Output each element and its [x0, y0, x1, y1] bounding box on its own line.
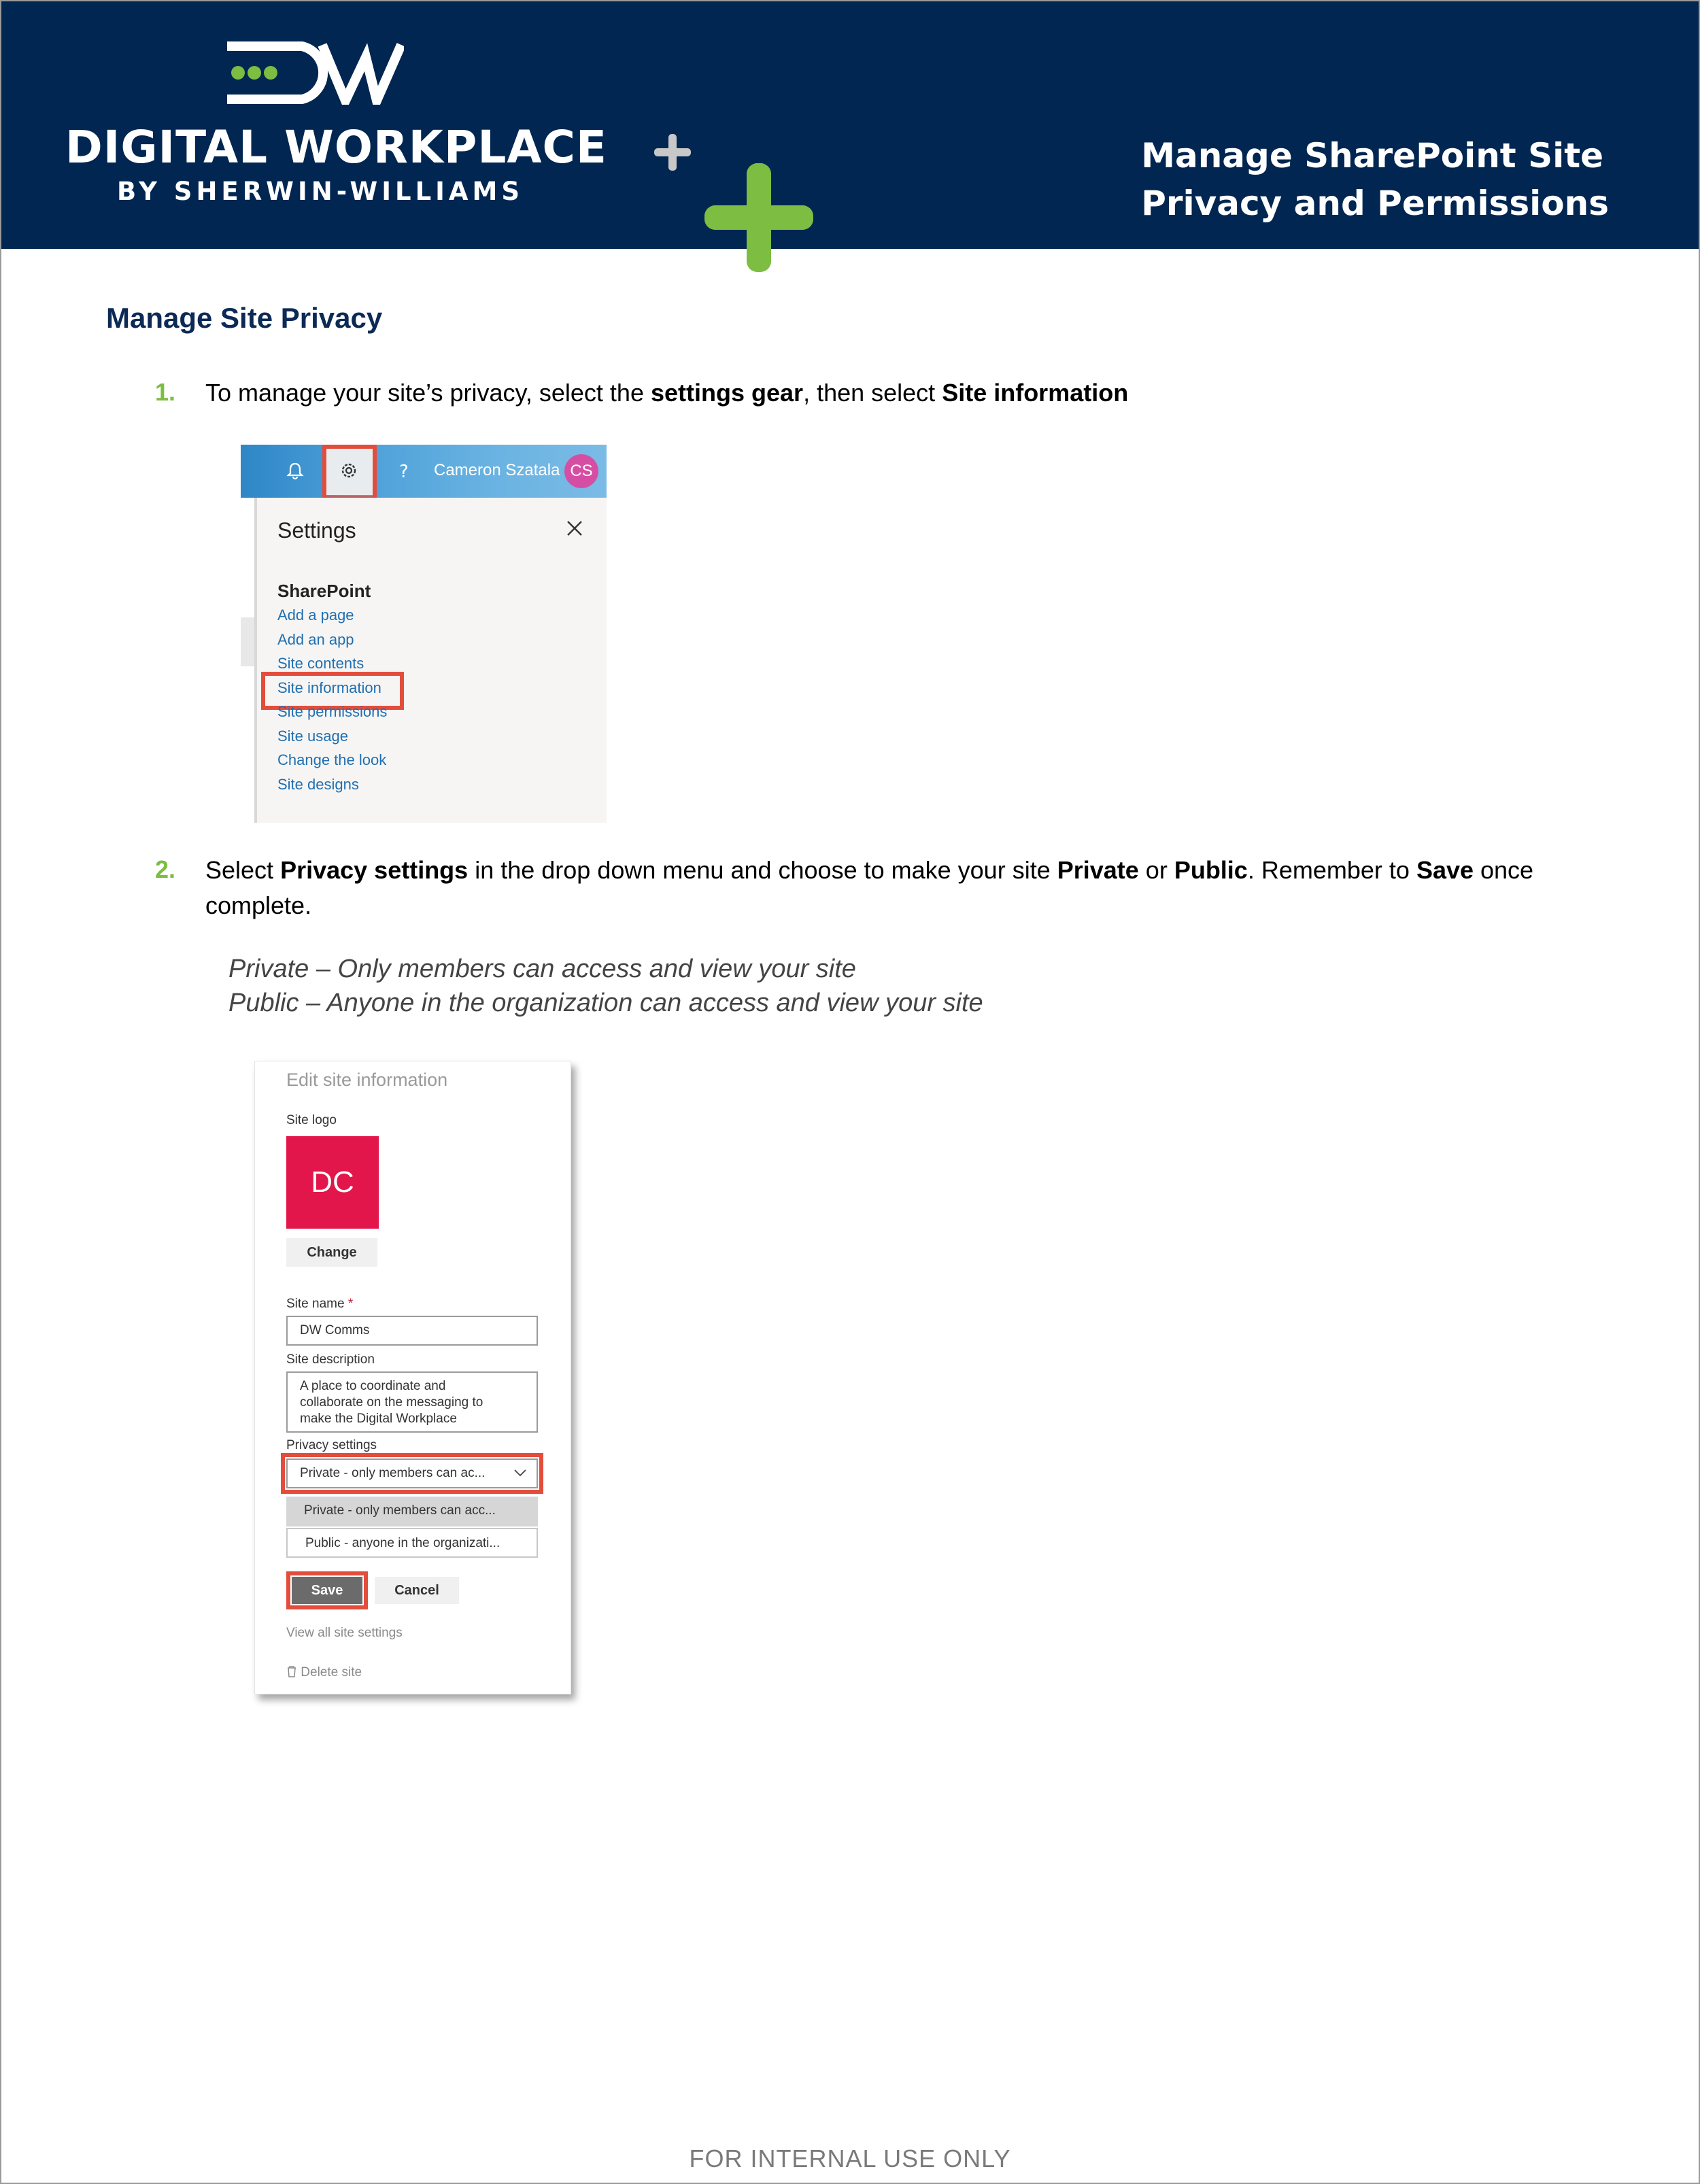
step-1-text: [205, 375, 1128, 411]
section-heading: Manage Site Privacy: [106, 302, 383, 334]
bell-icon[interactable]: [283, 458, 307, 483]
step-2-bold-a: Privacy settings: [280, 856, 469, 884]
link-add-a-page[interactable]: Add a page: [277, 607, 354, 624]
required-mark: *: [347, 1297, 354, 1311]
link-add-an-app[interactable]: Add an app: [277, 631, 354, 648]
privacy-selected-value: Private - only members can ac...: [300, 1466, 486, 1480]
save-button[interactable]: Save: [292, 1577, 362, 1604]
sharepoint-top-bar: [241, 445, 607, 498]
step-2-bold-d: Save: [1416, 856, 1474, 884]
link-site-usage[interactable]: Site usage: [277, 728, 348, 745]
link-site-contents[interactable]: Site contents: [277, 655, 364, 672]
description-line1: A place to coordinate and: [300, 1379, 446, 1393]
description-line3: make the Digital Workplace: [300, 1412, 457, 1426]
header-banner: [1, 1, 1699, 249]
step-2-line2: complete.: [205, 891, 312, 919]
step-2-bold-c: Public: [1174, 856, 1248, 884]
step-1-bold-b: Site information: [942, 379, 1129, 407]
help-icon[interactable]: [392, 458, 416, 483]
site-name-label: [286, 1297, 353, 1312]
step-2-bold-b: Private: [1057, 856, 1139, 884]
step-2-text-c: or: [1138, 856, 1174, 884]
panel-left-gap: [241, 617, 254, 666]
site-description-label: Site description: [286, 1352, 375, 1367]
description-line2: collaborate on the messaging to: [300, 1395, 483, 1410]
settings-panel: [254, 498, 607, 823]
link-site-permissions[interactable]: Site permissions: [277, 703, 388, 720]
site-logo-label: Site logo: [286, 1113, 337, 1127]
brand-name: DIGITAL WORKPLACE: [65, 121, 607, 173]
link-site-designs[interactable]: Site designs: [277, 776, 359, 793]
large-plus-overflow-icon: [704, 163, 813, 272]
step-2-text: [205, 853, 1633, 923]
settings-gear-highlight: [322, 445, 377, 500]
step-1-bold-a: settings gear: [650, 379, 804, 407]
privacy-select-highlight: [281, 1453, 543, 1494]
step-2-text-e: once: [1474, 856, 1534, 884]
settings-title: Settings: [277, 518, 356, 543]
svg-text:?: ?: [399, 462, 409, 482]
document-title-line2: Privacy and Permissions: [1141, 184, 1609, 223]
delete-site-label: Delete site: [301, 1665, 362, 1679]
small-plus-icon: [653, 133, 692, 172]
step-2-text-d: . Remember to: [1247, 856, 1416, 884]
footer-classification: FOR INTERNAL USE ONLY: [689, 2145, 1011, 2172]
save-button-highlight: [286, 1571, 368, 1609]
edit-site-information-screenshot: [254, 1061, 571, 1694]
document-title-line1: Manage SharePoint Site: [1141, 136, 1604, 175]
step-1-number: 1.: [155, 378, 176, 406]
step-1-text-a: To manage your site’s privacy, select the: [205, 379, 651, 407]
step-2-line1: [205, 853, 1633, 888]
note-private: Private – Only members can access and view your site: [228, 955, 856, 983]
settings-section-sharepoint: SharePoint: [277, 581, 371, 601]
close-icon[interactable]: [564, 518, 585, 539]
step-1-text-b: , then select: [803, 379, 942, 407]
step-2-text-b: in the drop down menu and choose to make your site: [468, 856, 1057, 884]
link-site-information[interactable]: Site information: [277, 679, 381, 696]
trash-icon: [286, 1665, 297, 1677]
note-public: Public – Anyone in the organization can access and view your site: [228, 989, 983, 1017]
privacy-settings-label: Privacy settings: [286, 1438, 377, 1452]
edit-site-title: Edit site information: [286, 1070, 448, 1090]
site-name-label-text: Site name: [286, 1297, 345, 1311]
dw-logo-icon: [220, 41, 404, 105]
link-change-the-look[interactable]: Change the look: [277, 751, 387, 768]
document-title: [1141, 132, 1609, 227]
site-logo: DC: [286, 1136, 379, 1229]
settings-panel-screenshot: [241, 445, 607, 823]
step-2-number: 2.: [155, 855, 176, 883]
step-2-text-a: Select: [205, 856, 281, 884]
privacy-option-private[interactable]: Private - only members can acc...: [286, 1497, 538, 1526]
avatar[interactable]: CS: [564, 454, 598, 488]
change-logo-button[interactable]: Change: [286, 1238, 377, 1267]
privacy-option-public[interactable]: Public - anyone in the organizati...: [286, 1528, 538, 1558]
site-name-input[interactable]: DW Comms: [286, 1316, 538, 1346]
user-name: Cameron Szatala: [434, 461, 560, 479]
view-all-site-settings-link[interactable]: View all site settings: [286, 1626, 403, 1640]
brand-subtitle: BY SHERWIN-WILLIAMS: [116, 177, 524, 206]
cancel-button[interactable]: Cancel: [375, 1577, 459, 1604]
delete-site-link[interactable]: [286, 1665, 362, 1680]
site-description-input[interactable]: [286, 1371, 538, 1433]
